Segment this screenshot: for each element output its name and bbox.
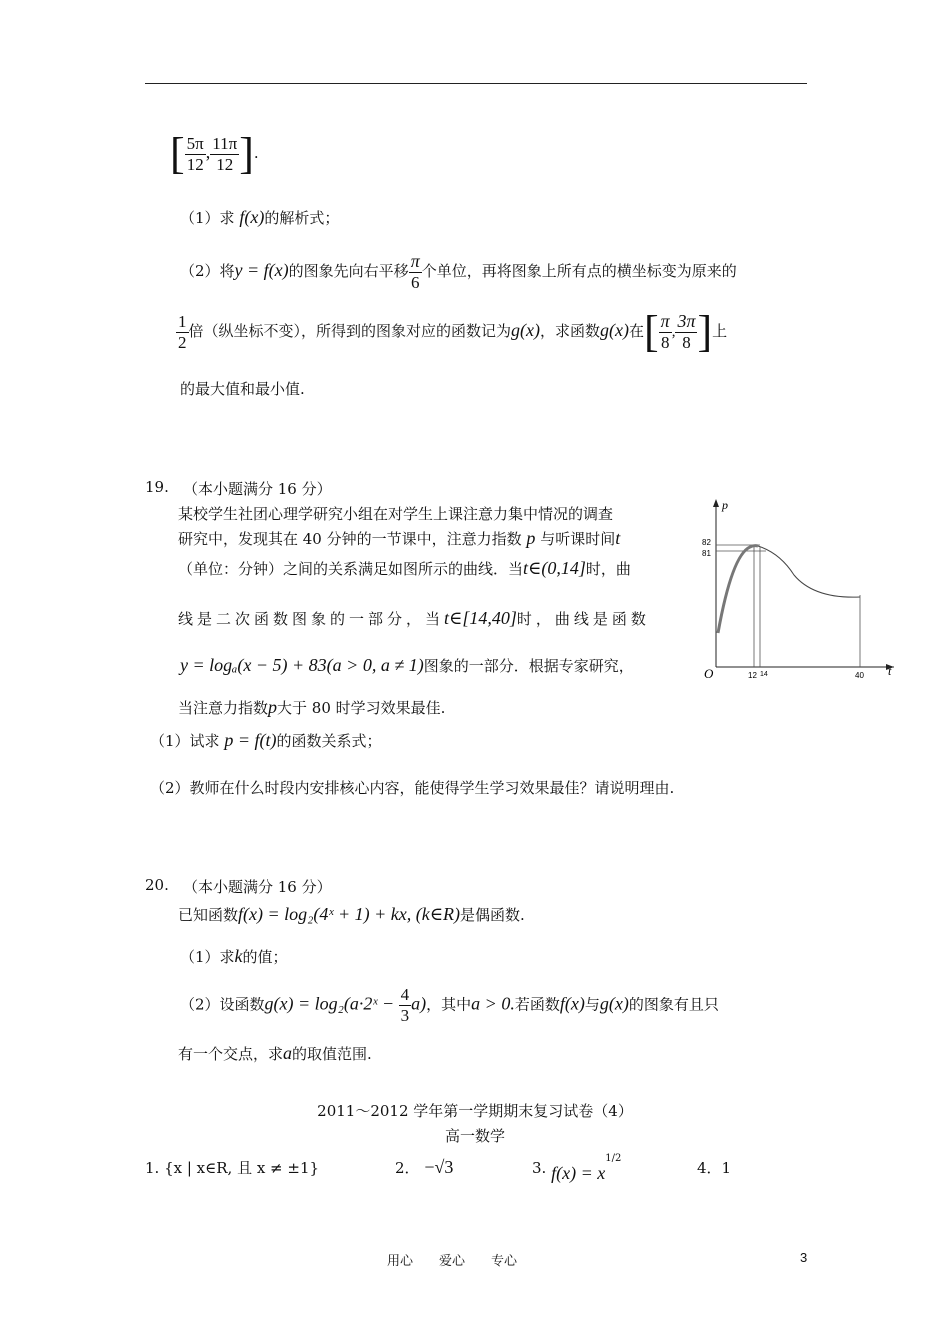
q19-line2: 研究中，发现其在 40 分钟的一节课中，注意力指数 p 与听课时间t	[178, 528, 621, 548]
q19-header: （本小题满分 16 分）	[183, 480, 332, 498]
q18-part2-line2: $\frac{1}{2}$ 倍（纵坐标不变），所得到的图象对应的函数记为g(x)，求函数g(x)在[ $\frac{\pi}{8}$ , $\frac{3\pi}{8}$ ]上	[178, 307, 728, 356]
answers-subtitle: 高一数学	[444, 1127, 505, 1145]
q20-header: （本小题满分 16 分）	[183, 878, 332, 896]
q18-part2-line1: （2）将y = f(x)的图象先向右平移 $\frac{\pi}{6}$ 个单位，再将图象上所有点的横坐标变为原来的	[180, 251, 737, 292]
q19-line3: （单位：分钟）之间的关系满足如图所示的曲线．当t∈(0,14]时，曲	[178, 558, 631, 578]
page-number: 3	[800, 1250, 808, 1265]
q20-part2: （2）设函数g(x) = log₂(a·2ˣ − $\frac{4}{3}$ a)，其中a > 0.若函数f(x)与g(x)的图象有且只	[180, 985, 719, 1025]
footer-motto: 用心 爱心 专心	[387, 1254, 518, 1269]
answer-3: 3. $f(x) = x^{1/2}$	[532, 1153, 622, 1183]
q20-number: 20.	[145, 876, 169, 894]
q19-part2: （2）教师在什么时段内安排核心内容，能使得学生学习效果最佳？请说明理由.	[150, 779, 675, 797]
y-axis-arrow	[713, 499, 719, 507]
x-tick-14: 14	[760, 671, 768, 678]
y-tick-81: 81	[702, 549, 711, 558]
interval-5pi-11pi: [ $\frac{5\pi}{12}$ , $\frac{11\pi}{12}$ ].	[170, 129, 259, 178]
q19-line5: y = logₐ(x − 5) + 83(a > 0, a ≠ 1)图象的一部分．根据专家研究，	[180, 655, 634, 675]
attention-graph	[690, 495, 900, 690]
answer-4: 4．1	[697, 1159, 732, 1177]
x-tick-40: 40	[855, 671, 864, 680]
q18-part1: （1）求 f(x)的解析式；	[180, 207, 340, 227]
quadratic-curve	[718, 546, 758, 633]
q19-line6: 当注意力指数p大于 80 时学习效果最佳.	[178, 697, 446, 717]
y-axis-label: p	[722, 498, 728, 512]
q20-part2-line2: 有一个交点，求a的取值范围.	[178, 1043, 372, 1063]
answer-2: 2． −√3	[395, 1157, 454, 1177]
origin-label: O	[704, 666, 714, 681]
answers-title: 2011～2012 学年第一学期期末复习试卷（4）	[317, 1102, 633, 1120]
y-tick-82: 82	[702, 538, 711, 547]
x-axis-label: t	[888, 664, 892, 678]
q19-number: 19.	[145, 478, 169, 496]
q19-line4: 线是二次函数图象的一部分，当t∈[14,40]时，曲线是函数	[178, 608, 650, 628]
q18-part2-line3: 的最大值和最小值.	[180, 380, 305, 398]
q20-part1: （1）求k的值；	[180, 946, 288, 966]
q19-line1: 某校学生社团心理学研究小组在对学生上课注意力集中情况的调查	[178, 505, 614, 523]
header-rule	[145, 83, 807, 84]
answer-1: 1. {x | x∈R, 且 x ≠ ±1}	[145, 1159, 320, 1177]
x-tick-12: 12	[748, 671, 757, 680]
q20-line1: 已知函数f(x) = log₂(4ˣ + 1) + kx, (k∈R)是偶函数.	[178, 904, 525, 924]
log-curve	[758, 546, 860, 597]
q19-part1: （1）试求 p = f(t)的函数关系式；	[150, 730, 382, 750]
